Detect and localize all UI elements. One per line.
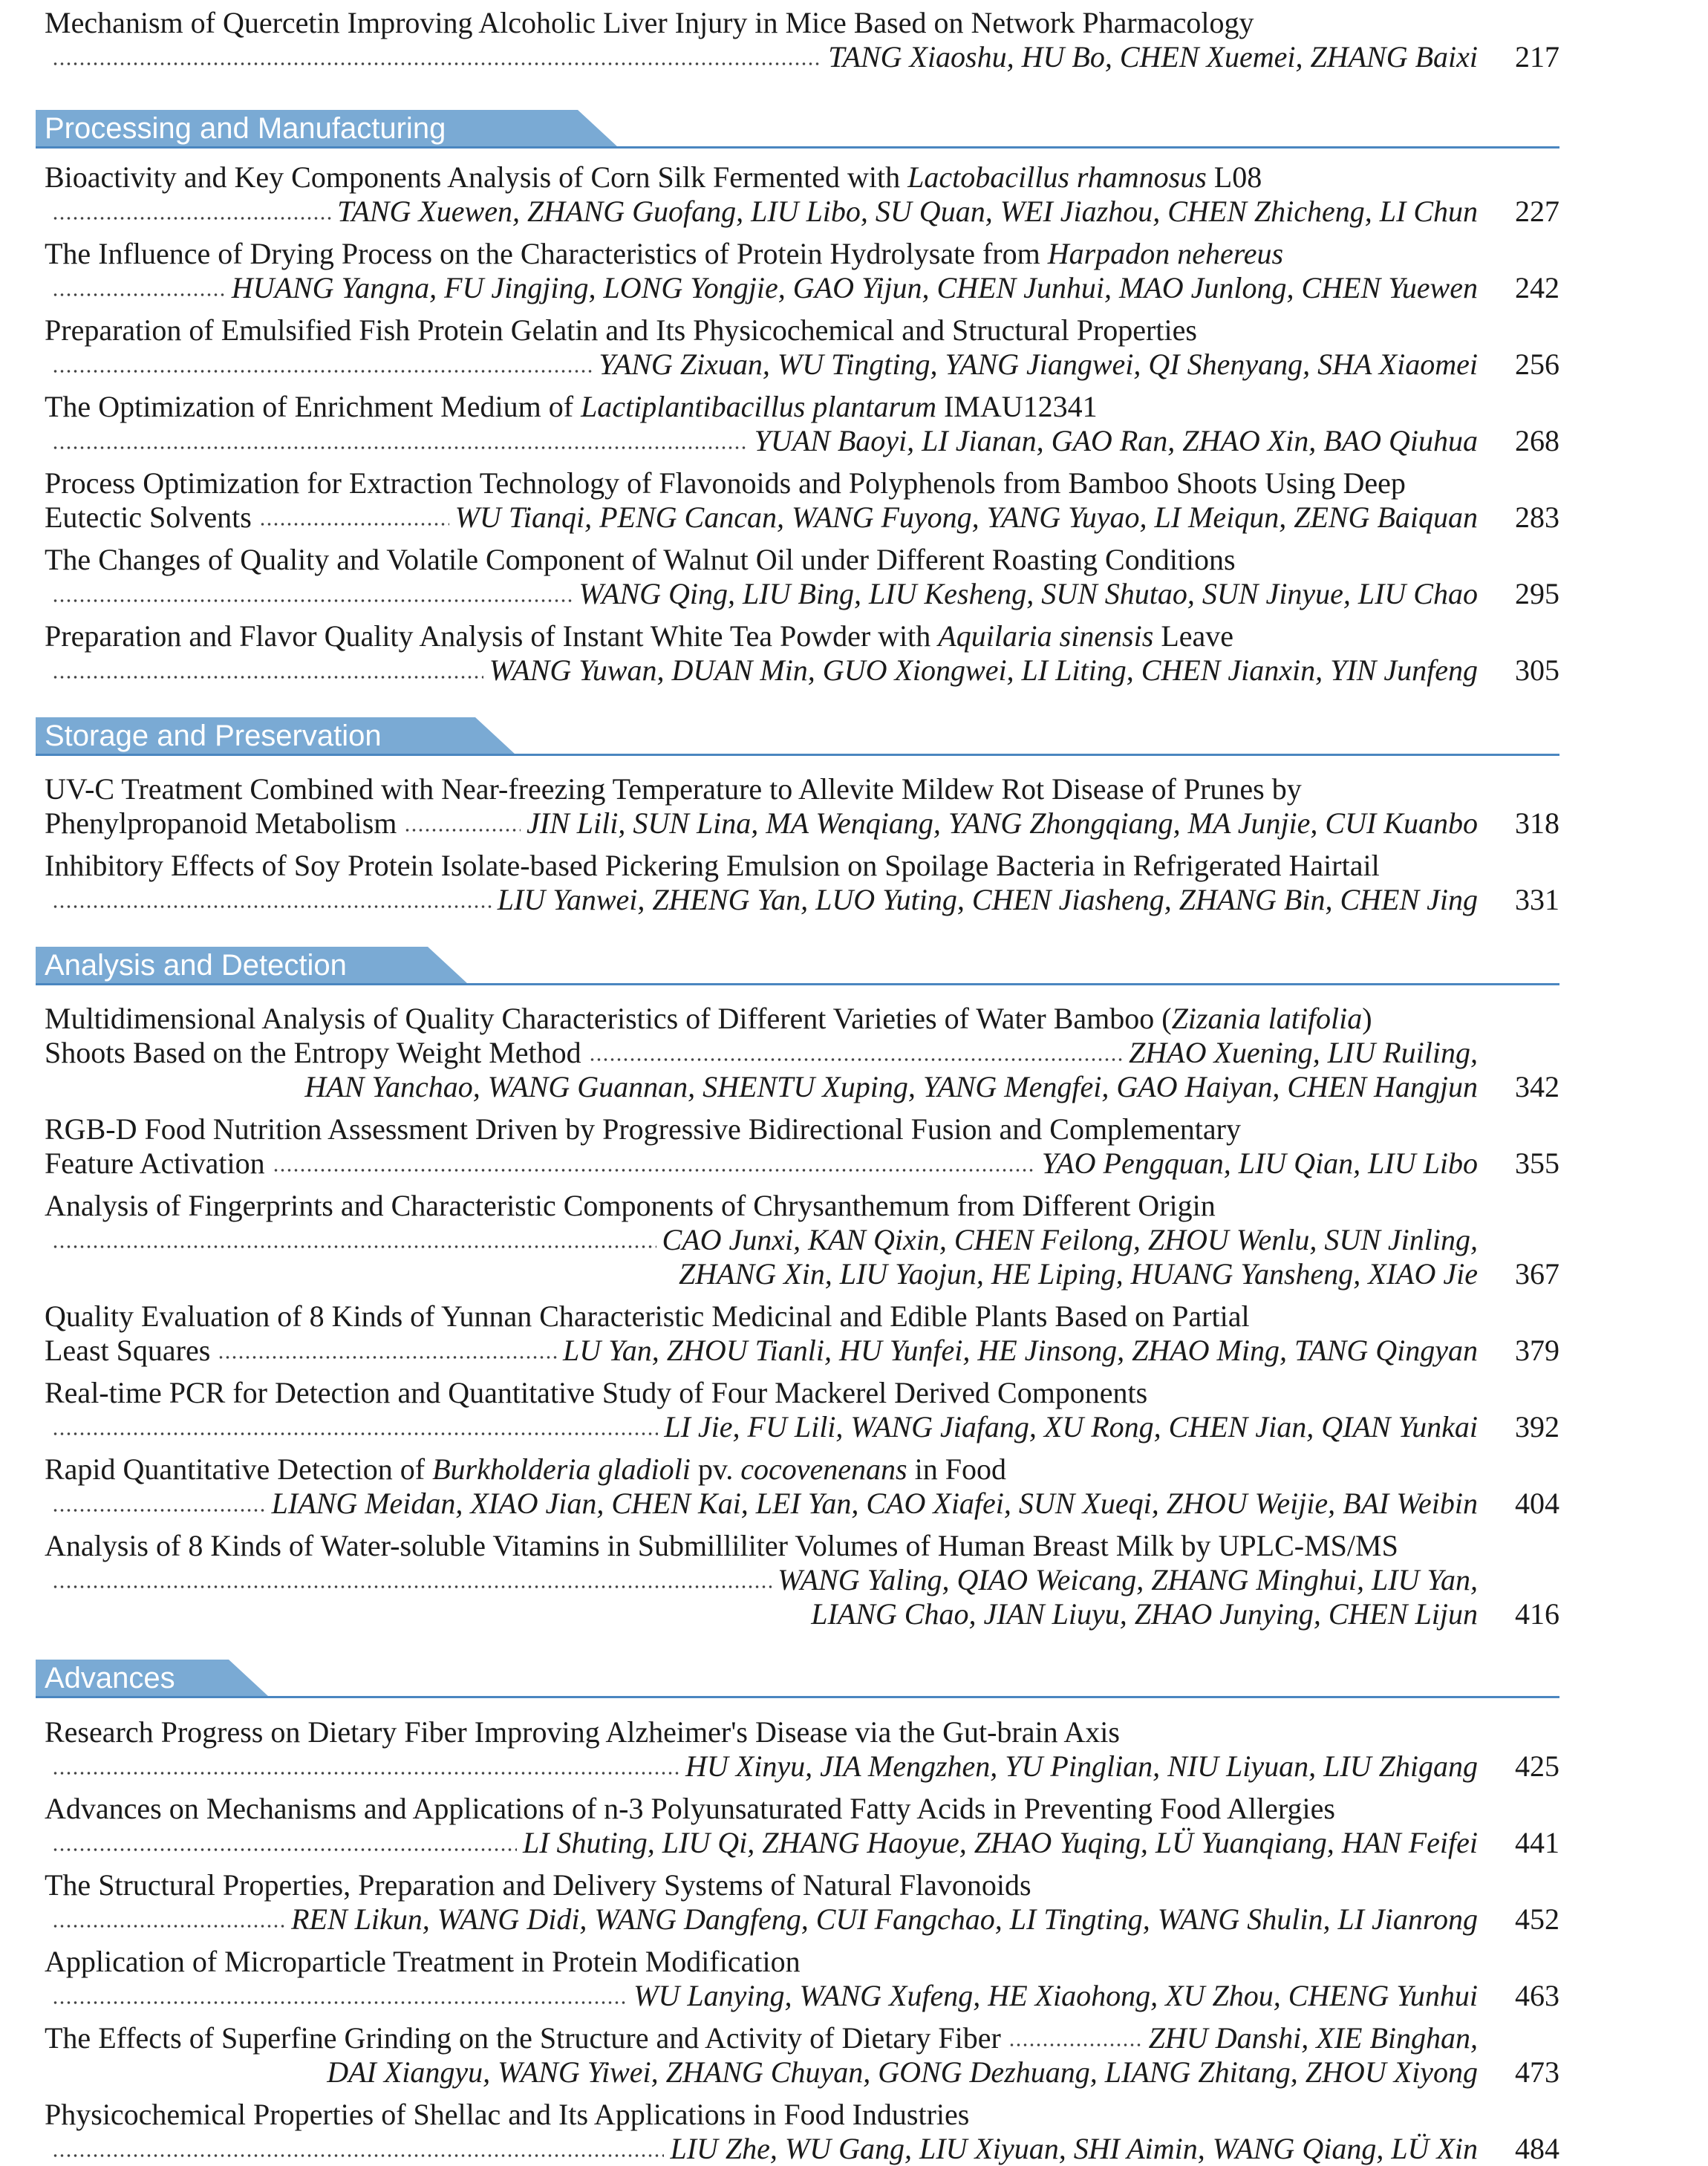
toc-entry[interactable] bbox=[45, 1376, 1559, 1444]
toc-entry[interactable] bbox=[45, 1529, 1559, 1631]
entry-title-continued: Phenylpropanoid Metabolism bbox=[45, 806, 397, 840]
toc-entry[interactable] bbox=[45, 2098, 1559, 2166]
entry-title-continued: Least Squares bbox=[45, 1334, 211, 1367]
dot-leader bbox=[52, 348, 593, 382]
entry-authors-line bbox=[45, 271, 1559, 305]
toc-entry[interactable] bbox=[45, 772, 1559, 841]
entry-title: Rapid Quantitative Detection of Burkholderia gladioli pv. cocovenenans in Food bbox=[45, 1452, 1006, 1486]
entry-authors-line bbox=[45, 1487, 1559, 1521]
entry-title: Preparation and Flavor Quality Analysis of Instant White Tea Powder with Aquilaria sinensis Leave bbox=[45, 619, 1234, 653]
entry-authors-line bbox=[45, 806, 1559, 841]
entry-page-number: 268 bbox=[1515, 424, 1559, 457]
entry-title: Bioactivity and Key Components Analysis of Corn Silk Fermented with Lactobacillus rhamnosus L08 bbox=[45, 160, 1262, 194]
entry-title: The Influence of Drying Process on the Characteristics of Protein Hydrolysate from Harpadon nehereus bbox=[45, 237, 1284, 270]
toc-entry[interactable] bbox=[45, 1792, 1559, 1860]
entry-authors-line bbox=[45, 195, 1559, 229]
entry-page-number: 463 bbox=[1515, 1979, 1559, 2012]
entry-authors: YAO Pengquan, LIU Qian, LIU Libo bbox=[1041, 1146, 1478, 1180]
entry-page-number: 305 bbox=[1515, 653, 1559, 687]
entry-authors-line bbox=[45, 1036, 1559, 1070]
toc-entry[interactable] bbox=[45, 1945, 1559, 2013]
entry-title: Quality Evaluation of 8 Kinds of Yunnan Characteristic Medicinal and Edible Plants Based on Partial bbox=[45, 1299, 1250, 1333]
entry-title: Mechanism of Quercetin Improving Alcoholic Liver Injury in Mice Based on Network Pharmacology bbox=[45, 6, 1254, 39]
dot-leader bbox=[52, 2132, 664, 2166]
entry-authors: ZHANG Xin, LIU Yaojun, HE Liping, HUANG Yansheng, XIAO Jie bbox=[679, 1257, 1478, 1291]
entry-authors: WANG Yaling, QIAO Weicang, ZHANG Minghui, LIU Yan, bbox=[778, 1563, 1478, 1596]
toc-entry[interactable] bbox=[45, 1868, 1559, 1937]
entry-authors-line bbox=[45, 2021, 1559, 2055]
dot-leader bbox=[52, 424, 749, 458]
section-rule bbox=[36, 754, 1559, 756]
section-header bbox=[36, 1660, 1559, 1698]
entry-title-continued: Eutectic Solvents bbox=[45, 500, 252, 534]
entry-page-number: 217 bbox=[1515, 40, 1559, 74]
entry-title: Multidimensional Analysis of Quality Characteristics of Different Varieties of Water Bamboo (Zizania latifolia) bbox=[45, 1002, 1372, 1035]
entry-title: Analysis of 8 Kinds of Water-soluble Vitamins in Submilliliter Volumes of Human Breast Milk by UPLC-MS/MS bbox=[45, 1529, 1398, 1562]
dot-leader bbox=[404, 806, 521, 841]
entry-title: Process Optimization for Extraction Technology of Flavonoids and Polyphenols from Bamboo Shoots Using Deep bbox=[45, 466, 1406, 500]
entry-authors: LIU Yanwei, ZHENG Yan, LUO Yuting, CHEN Jiasheng, ZHANG Bin, CHEN Jing bbox=[497, 883, 1478, 916]
dot-leader bbox=[52, 1410, 658, 1444]
entry-authors-line bbox=[45, 424, 1559, 458]
section-tab bbox=[36, 947, 428, 984]
entry-authors: YUAN Baoyi, LI Jianan, GAO Ran, ZHAO Xin, BAO Qiuhua bbox=[754, 424, 1478, 457]
entry-page-number: 392 bbox=[1515, 1410, 1559, 1444]
dot-leader bbox=[52, 1902, 285, 1937]
entry-authors: REN Likun, WANG Didi, WANG Dangfeng, CUI Fangchao, LI Tingting, WANG Shulin, LI Jianrong bbox=[291, 1902, 1478, 1936]
entry-authors: WANG Yuwan, DUAN Min, GUO Xiongwei, LI Liting, CHEN Jianxin, YIN Junfeng bbox=[489, 653, 1478, 687]
entry-title: The Changes of Quality and Volatile Component of Walnut Oil under Different Roasting Conditions bbox=[45, 543, 1236, 576]
dot-leader bbox=[52, 1487, 266, 1521]
entry-title: UV-C Treatment Combined with Near-freezing Temperature to Allevite Mildew Rot Disease of Prunes by bbox=[45, 772, 1302, 806]
entry-page-number: 283 bbox=[1515, 500, 1559, 534]
entry-authors: LU Yan, ZHOU Tianli, HU Yunfei, HE Jinsong, ZHAO Ming, TANG Qingyan bbox=[563, 1334, 1478, 1367]
toc-entry[interactable] bbox=[45, 1189, 1559, 1291]
toc-entry[interactable] bbox=[45, 1299, 1559, 1368]
entry-title: Advances on Mechanisms and Applications of n-3 Polyunsaturated Fatty Acids in Preventing Food Allergies bbox=[45, 1792, 1335, 1825]
entry-title: Analysis of Fingerprints and Characteristic Components of Chrysanthemum from Different Origin bbox=[45, 1189, 1216, 1222]
entry-title: Physicochemical Properties of Shellac and Its Applications in Food Industries bbox=[45, 2098, 970, 2131]
entry-authors-line bbox=[45, 2055, 1559, 2090]
entry-authors: LI Jie, FU Lili, WANG Jiafang, XU Rong, CHEN Jian, QIAN Yunkai bbox=[664, 1410, 1478, 1444]
entry-title: Real-time PCR for Detection and Quantitative Study of Four Mackerel Derived Components bbox=[45, 1376, 1148, 1409]
entry-page-number: 441 bbox=[1515, 1826, 1559, 1859]
dot-leader bbox=[52, 40, 822, 74]
entry-authors-line bbox=[45, 1257, 1559, 1291]
section-tab bbox=[36, 717, 475, 754]
entry-authors: LIANG Chao, JIAN Liuyu, ZHAO Junying, CHEN Lijun bbox=[811, 1597, 1478, 1631]
toc-entry[interactable] bbox=[45, 1112, 1559, 1181]
section-header bbox=[36, 947, 1559, 985]
toc-entry[interactable] bbox=[45, 313, 1559, 382]
section-title: Storage and Preservation bbox=[45, 720, 382, 752]
entry-page-number: 473 bbox=[1515, 2055, 1559, 2089]
entry-authors: LIU Zhe, WU Gang, LIU Xiyuan, SHI Aimin, WANG Qiang, LÜ Xin bbox=[670, 2132, 1478, 2165]
entry-authors-line bbox=[45, 1410, 1559, 1444]
entry-authors-line bbox=[45, 1563, 1559, 1597]
toc-entry[interactable] bbox=[45, 1715, 1559, 1784]
entry-title: The Optimization of Enrichment Medium of Lactiplantibacillus plantarum IMAU12341 bbox=[45, 390, 1098, 423]
entry-title: Application of Microparticle Treatment in Protein Modification bbox=[45, 1945, 801, 1978]
entry-authors-line bbox=[45, 883, 1559, 917]
entry-page-number: 425 bbox=[1515, 1749, 1559, 1783]
dot-leader bbox=[52, 577, 573, 611]
entry-authors-line bbox=[45, 1070, 1559, 1104]
entry-page-number: 416 bbox=[1515, 1597, 1559, 1631]
entry-page-number: 367 bbox=[1515, 1257, 1559, 1291]
entry-authors: HUANG Yangna, FU Jingjing, LONG Yongjie, GAO Yijun, CHEN Junhui, MAO Junlong, CHEN Yuewen bbox=[231, 271, 1478, 304]
section-header bbox=[36, 717, 1559, 756]
dot-leader bbox=[52, 1223, 656, 1257]
entry-authors: WU Tianqi, PENG Cancan, WANG Fuyong, YANG Yuyao, LI Meiqun, ZENG Baiquan bbox=[454, 500, 1478, 534]
entry-authors: HU Xinyu, JIA Mengzhen, YU Pinglian, NIU Liyuan, LIU Zhigang bbox=[685, 1749, 1478, 1783]
dot-leader bbox=[52, 195, 331, 229]
entry-authors: ZHU Danshi, XIE Binghan, bbox=[1148, 2021, 1478, 2055]
entry-authors: ZHAO Xuening, LIU Ruiling, bbox=[1129, 1036, 1478, 1069]
entry-page-number: 379 bbox=[1515, 1334, 1559, 1367]
entry-page-number: 484 bbox=[1515, 2132, 1559, 2165]
entry-page-number: 295 bbox=[1515, 577, 1559, 610]
entry-authors-line bbox=[45, 1749, 1559, 1784]
entry-authors: LI Shuting, LIU Qi, ZHANG Haoyue, ZHAO Yuqing, LÜ Yuanqiang, HAN Feifei bbox=[522, 1826, 1478, 1859]
entry-page-number: 331 bbox=[1515, 883, 1559, 916]
dot-leader bbox=[52, 1979, 628, 2013]
toc-entry[interactable] bbox=[45, 390, 1559, 458]
entry-authors-line bbox=[45, 653, 1559, 688]
entry-authors: WANG Qing, LIU Bing, LIU Kesheng, SUN Shutao, SUN Jinyue, LIU Chao bbox=[578, 577, 1478, 610]
entry-authors: TANG Xiaoshu, HU Bo, CHEN Xuemei, ZHANG Baixi bbox=[828, 40, 1478, 74]
toc-entry[interactable] bbox=[45, 1002, 1559, 1104]
entry-page-number: 318 bbox=[1515, 806, 1559, 840]
entry-authors-line bbox=[45, 1334, 1559, 1368]
entry-authors: LIANG Meidan, XIAO Jian, CHEN Kai, LEI Yan, CAO Xiafei, SUN Xueqi, ZHOU Weijie, BAI Weibin bbox=[271, 1487, 1478, 1520]
section-rule bbox=[36, 1696, 1559, 1698]
entry-authors-line bbox=[45, 1826, 1559, 1860]
entry-title: Inhibitory Effects of Soy Protein Isolate-based Pickering Emulsion on Spoilage Bacteria in Refrigerated Hairtail bbox=[45, 849, 1380, 882]
toc-entry[interactable] bbox=[45, 543, 1559, 611]
section-title: Analysis and Detection bbox=[45, 949, 347, 982]
dot-leader bbox=[52, 1563, 772, 1597]
entry-authors: TANG Xuewen, ZHANG Guofang, LIU Libo, SU Quan, WEI Jiazhou, CHEN Zhicheng, LI Chun bbox=[337, 195, 1478, 228]
entry-title: Research Progress on Dietary Fiber Improving Alzheimer's Disease via the Gut-brain Axis bbox=[45, 1715, 1120, 1749]
section-header bbox=[36, 110, 1559, 149]
entry-authors-line bbox=[45, 1902, 1559, 1937]
entry-page-number: 256 bbox=[1515, 348, 1559, 381]
entry-title: The Effects of Superfine Grinding on the Structure and Activity of Dietary Fiber bbox=[45, 2021, 1001, 2055]
dot-leader bbox=[589, 1036, 1123, 1070]
entry-authors: WU Lanying, WANG Xufeng, HE Xiaohong, XU Zhou, CHENG Yunhui bbox=[633, 1979, 1478, 2012]
dot-leader bbox=[259, 500, 449, 535]
toc-entry[interactable] bbox=[45, 2021, 1559, 2090]
entry-authors-line bbox=[45, 2132, 1559, 2166]
entry-authors: HAN Yanchao, WANG Guannan, SHENTU Xuping, YANG Mengfei, GAO Haiyan, CHEN Hangjun bbox=[304, 1070, 1478, 1103]
entry-page-number: 227 bbox=[1515, 195, 1559, 228]
dot-leader bbox=[52, 653, 483, 688]
entry-authors-line bbox=[45, 1979, 1559, 2013]
section-title: Processing and Manufacturing bbox=[45, 112, 446, 145]
entry-title-continued: Feature Activation bbox=[45, 1146, 265, 1180]
toc-entry[interactable] bbox=[45, 466, 1559, 535]
entry-authors: CAO Junxi, KAN Qixin, CHEN Feilong, ZHOU Wenlu, SUN Jinling, bbox=[662, 1223, 1478, 1256]
entry-authors: DAI Xiangyu, WANG Yiwei, ZHANG Chuyan, GONG Dezhuang, LIANG Zhitang, ZHOU Xiyong bbox=[327, 2055, 1478, 2089]
dot-leader bbox=[218, 1334, 557, 1368]
section-rule bbox=[36, 983, 1559, 985]
dot-leader bbox=[52, 271, 226, 305]
toc-entry[interactable] bbox=[45, 160, 1559, 229]
entry-page-number: 242 bbox=[1515, 271, 1559, 304]
toc-entry[interactable] bbox=[45, 1452, 1559, 1521]
entry-authors-line bbox=[45, 1146, 1559, 1181]
entry-authors-line bbox=[45, 500, 1559, 535]
dot-leader bbox=[52, 1826, 517, 1860]
toc-entry[interactable] bbox=[45, 6, 1559, 74]
section-title: Advances bbox=[45, 1662, 175, 1694]
toc-entry[interactable] bbox=[45, 237, 1559, 305]
entry-authors: JIN Lili, SUN Lina, MA Wenqiang, YANG Zhongqiang, MA Junjie, CUI Kuanbo bbox=[527, 806, 1478, 840]
entry-page-number: 452 bbox=[1515, 1902, 1559, 1936]
section-tab bbox=[36, 110, 578, 147]
dot-leader bbox=[52, 883, 492, 917]
entry-authors: YANG Zixuan, WU Tingting, YANG Jiangwei, QI Shenyang, SHA Xiaomei bbox=[599, 348, 1478, 381]
toc-entry[interactable] bbox=[45, 849, 1559, 917]
entry-title: Preparation of Emulsified Fish Protein Gelatin and Its Physicochemical and Structural Properties bbox=[45, 313, 1197, 347]
entry-page-number: 404 bbox=[1515, 1487, 1559, 1520]
entry-authors-line bbox=[45, 348, 1559, 382]
dot-leader bbox=[1008, 2021, 1143, 2055]
entry-title: RGB-D Food Nutrition Assessment Driven by Progressive Bidirectional Fusion and Complementary bbox=[45, 1112, 1241, 1146]
entry-authors-line bbox=[45, 40, 1559, 74]
toc-entry[interactable] bbox=[45, 619, 1559, 688]
entry-page-number: 342 bbox=[1515, 1070, 1559, 1103]
dot-leader bbox=[273, 1146, 1036, 1181]
entry-authors-line bbox=[45, 1597, 1559, 1631]
section-tab bbox=[36, 1660, 229, 1697]
entry-authors-line bbox=[45, 1223, 1559, 1257]
entry-authors-line bbox=[45, 577, 1559, 611]
entry-title: The Structural Properties, Preparation and Delivery Systems of Natural Flavonoids bbox=[45, 1868, 1031, 1902]
entry-title-continued: Shoots Based on the Entropy Weight Method bbox=[45, 1036, 581, 1069]
dot-leader bbox=[52, 1749, 679, 1784]
entry-page-number: 355 bbox=[1515, 1146, 1559, 1180]
section-rule bbox=[36, 146, 1559, 149]
